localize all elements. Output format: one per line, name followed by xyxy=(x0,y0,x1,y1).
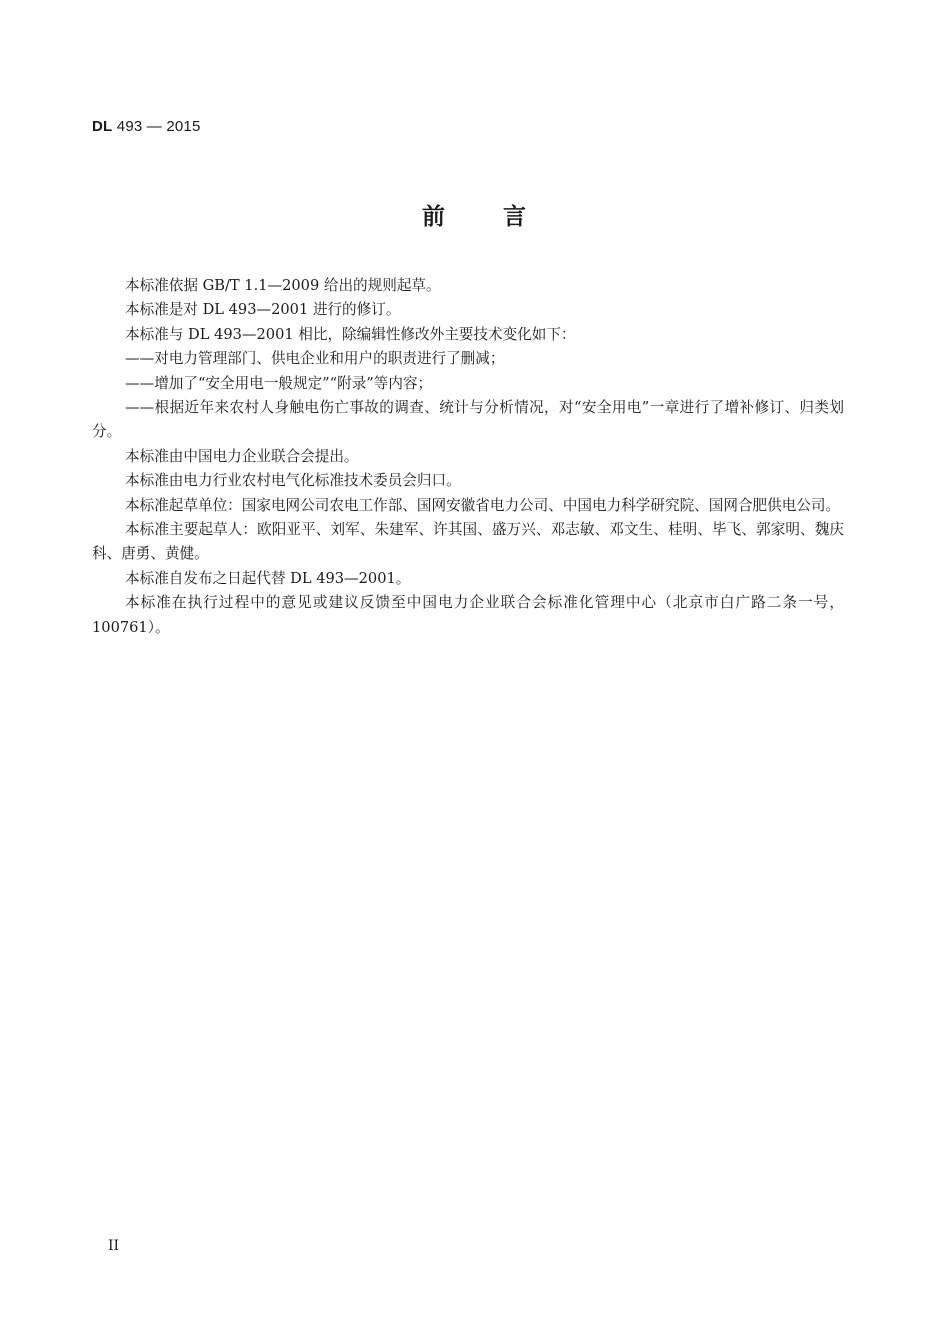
list-item-change-1: ——对电力管理部门、供电企业和用户的职责进行了删减； xyxy=(125,350,505,368)
page-title xyxy=(0,198,950,231)
list-item-change-3: ——根据近年来农村人身触电伤亡事故的调查、统计与分析情况，对“安全用电”一章进行了增补修订、归类划分。 xyxy=(92,399,844,441)
document-code-prefix: DL xyxy=(92,118,113,135)
document-code xyxy=(92,118,201,135)
paragraph-supersedes: 本标准自发布之日起代替 DL 493—2001。 xyxy=(125,569,411,587)
foreword-body xyxy=(92,274,844,640)
list-item-change-2: ——增加了“安全用电一般规定”“附录”等内容； xyxy=(125,374,433,392)
paragraph-proposer: 本标准由中国电力企业联合会提出。 xyxy=(125,447,359,465)
paragraph-feedback: 本标准在执行过程中的意见或建议反馈至中国电力企业联合会标准化管理中心（北京市白广路二条一号，100761）。 xyxy=(92,594,844,636)
page-title-char-1: 前 xyxy=(422,204,447,230)
page-title-char-2: 言 xyxy=(503,204,528,230)
paragraph-committee: 本标准由电力行业农村电气化标准技术委员会归口。 xyxy=(125,472,461,490)
paragraph-changes-intro: 本标准与 DL 493—2001 相比，除编辑性修改外主要技术变化如下： xyxy=(125,325,576,343)
page-number: II xyxy=(108,1238,120,1254)
paragraph-drafting-units: 本标准起草单位：国家电网公司农电工作部、国网安徽省电力公司、中国电力科学研究院、国网合肥供电公司。 xyxy=(125,496,841,514)
paragraph-drafters: 本标准主要起草人：欧阳亚平、刘军、朱建军、许其国、盛万兴、邓志敏、邓文生、桂明、毕飞、郭家明、魏庆科、唐勇、黄健。 xyxy=(92,521,844,563)
document-code-number: 493 — 2015 xyxy=(112,118,201,135)
paragraph-drafting-rule: 本标准依据 GB/T 1.1—2009 给出的规则起草。 xyxy=(125,277,441,294)
paragraph-revision: 本标准是对 DL 493—2001 进行的修订。 xyxy=(125,301,401,319)
